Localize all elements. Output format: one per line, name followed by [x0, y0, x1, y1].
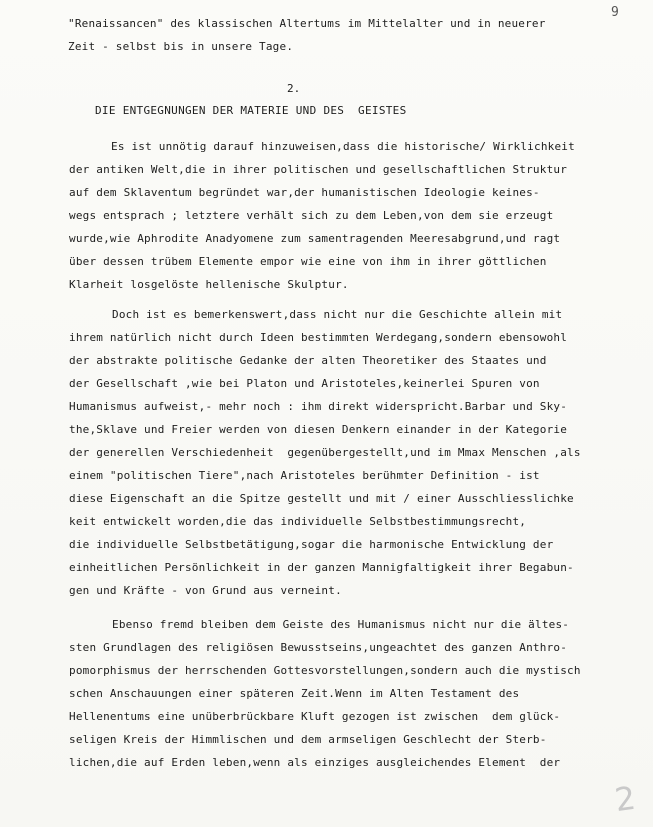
text-line: "Renaissancen" des klassischen Altertums im Mittelalter und in neuerer [68, 17, 546, 30]
text-line: the,Sklave und Freier werden von diesen Denkern einander in der Kategorie [69, 423, 568, 436]
section-title: DIE ENTGEGNUNGEN DER MATERIE UND DES GEISTES [95, 104, 407, 117]
text-line: wegs entsprach ; letztere verhält sich zu dem Leben,von dem sie erzeugt [69, 209, 554, 222]
text-line: schen Anschauungen einer späteren Zeit.Wenn im Alten Testament des [69, 687, 520, 700]
text-line: Hellenentums eine unüberbrückbare Kluft gezogen ist zwischen dem glück- [69, 710, 561, 723]
text-line: ihrem natürlich nicht durch Ideen bestimmten Werdegang,sondern ebensowohl [69, 331, 568, 344]
text-line: diese Eigenschaft an die Spitze gestellt und mit / einer Ausschliesslichke [69, 492, 574, 505]
text-line: gen und Kräfte - von Grund aus verneint. [69, 584, 342, 597]
text-line: auf dem Sklaventum begründet war,der humanistischen Ideologie keines- [69, 186, 540, 199]
text-line: Klarheit losgelöste hellenische Skulptur. [69, 278, 349, 291]
text-line: die individuelle Selbstbetätigung,sogar die harmonische Entwicklung der [69, 538, 554, 551]
text-line: lichen,die auf Erden leben,wenn als einziges ausgleichendes Element der [69, 756, 561, 769]
text-line: Humanismus aufweist,- mehr noch : ihm direkt widerspricht.Barbar und Sky- [69, 400, 568, 413]
text-line: einheitlichen Persönlichkeit in der ganzen Mannigfaltigkeit ihrer Begabun- [69, 561, 574, 574]
text-line: Es ist unnötig darauf hinzuweisen,dass die historische/ Wirklichkeit [111, 140, 575, 153]
text-line: der Gesellschaft ,wie bei Platon und Aristoteles,keinerlei Spuren von [69, 377, 540, 390]
text-line: Doch ist es bemerkenswert,dass nicht nur die Geschichte allein mit [112, 308, 563, 321]
text-line: wurde,wie Aphrodite Anadyomene zum samentragenden Meeresabgrund,und ragt [69, 232, 561, 245]
handwritten-page-mark: 2 [612, 778, 638, 820]
text-line: keit entwickelt worden,die das individuelle Selbstbestimmungsrecht, [69, 515, 527, 528]
text-line: seligen Kreis der Himmlischen und dem armseligen Geschlecht der Sterb- [69, 733, 547, 746]
text-line: der abstrakte politische Gedanke der alten Theoretiker des Staates und [69, 354, 547, 367]
text-line: der antiken Welt,die in ihrer politischen und gesellschaftlichen Struktur [69, 163, 568, 176]
text-line: Ebenso fremd bleiben dem Geiste des Humanismus nicht nur die ältes- [112, 618, 570, 631]
page-number: 9 [611, 5, 619, 20]
text-line: pomorphismus der herrschenden Gottesvorstellungen,sondern auch die mystisch [69, 664, 581, 677]
text-line: über dessen trübem Elemente empor wie eine von ihm in ihrer göttlichen [69, 255, 547, 268]
text-line: Zeit - selbst bis in unsere Tage. [68, 40, 294, 53]
text-line: einem "politischen Tiere",nach Aristoteles berühmter Definition - ist [69, 469, 540, 482]
text-line: sten Grundlagen des religiösen Bewusstseins,ungeachtet des ganzen Anthro- [69, 641, 568, 654]
text-line: der generellen Verschiedenheit gegenübergestellt,und im Mmax Menschen ,als [69, 446, 581, 459]
section-number: 2. [287, 82, 301, 95]
